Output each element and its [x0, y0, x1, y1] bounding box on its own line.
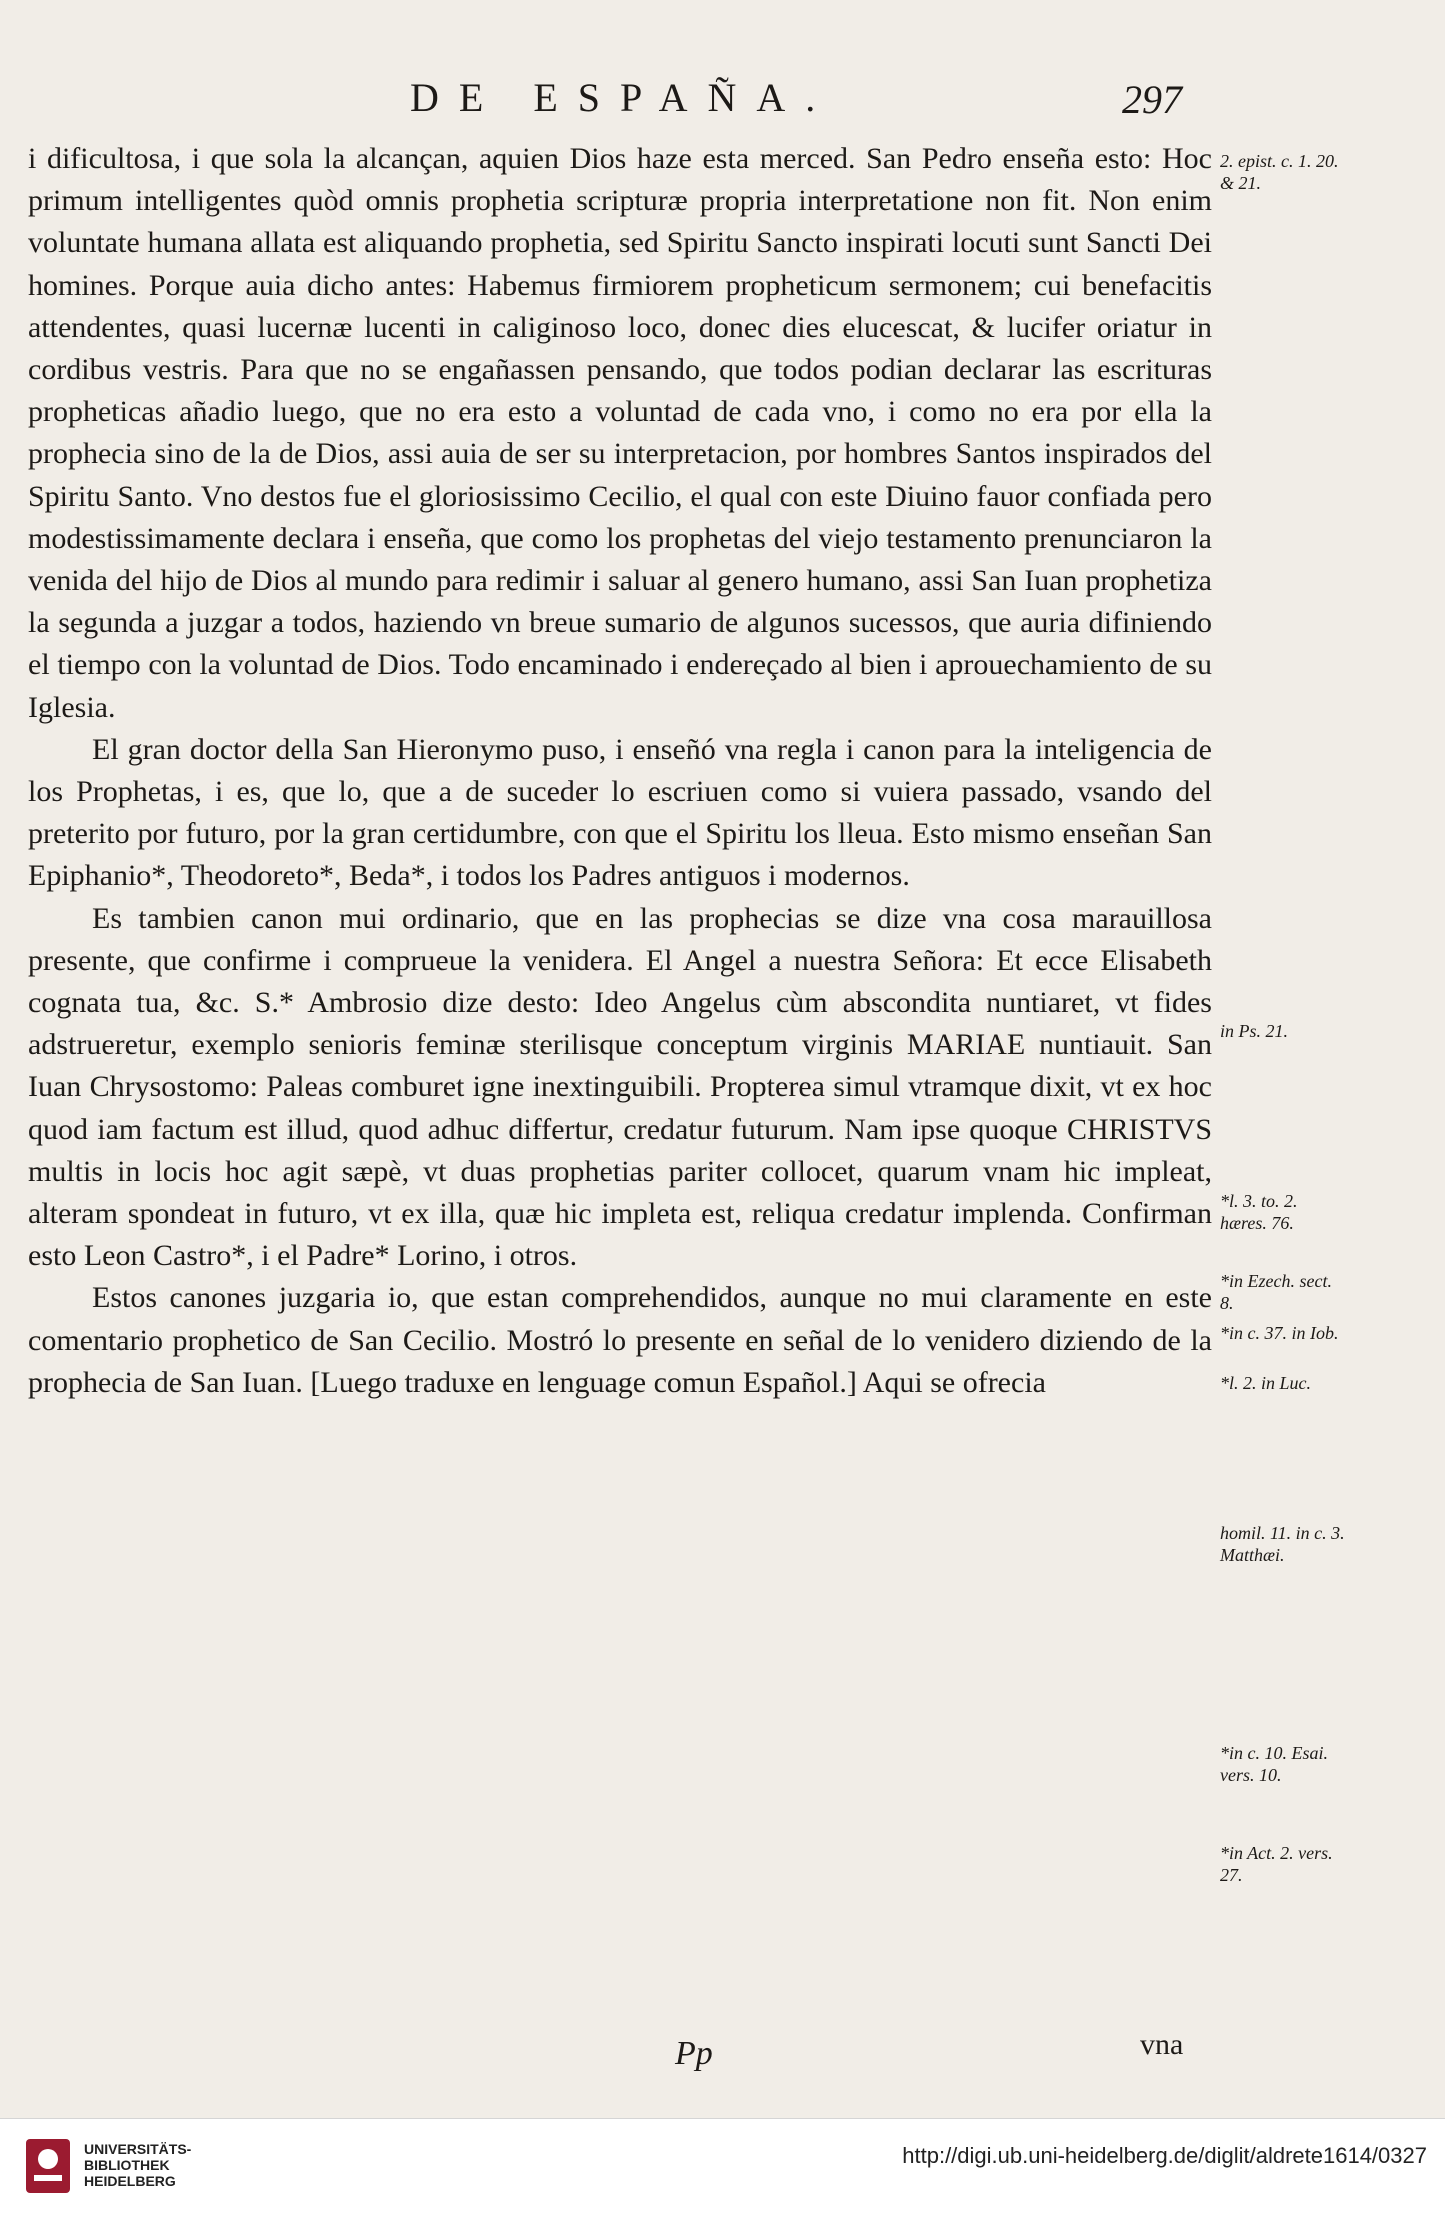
- permalink[interactable]: http://digi.ub.uni-heidelberg.de/diglit/aldrete1614/0327: [902, 2143, 1427, 2168]
- paragraph-3: Es tambien canon mui ordinario, que en las prophecias se dize vna cosa marauillosa presente, que confirme i comprueue la venidera. El Angel a nuestra Señora: Et ecce Elisabeth cognata tua, &c. S.* Ambrosio dize desto: Ideo Angelus cùm abscondita nuntiaret, vt fides adstrueretur, exemplo senioris feminæ sterilisque conceptum virginis MARIAE nuntiauit. San Iuan Chrysostomo: Paleas comburet igne inextinguibili. Propterea simul vtramque dixit, vt ex hoc quod iam factum est illud, quod adhuc differtur, credatur futurum. Nam ipse quoque CHRISTVS multis in locis hoc agit sæpè, vt duas prophetias pariter collocet, quarum vnam hic impleat, alteram spondeat in futuro, vt ex illa, quæ hic impleta est, reliqua credatur implenda. Confirman esto Leon Castro*, i el Padre* Lorino, i otros.: [28, 901, 1212, 1273]
- margin-note: *in Act. 2. vers. 27.: [1220, 1843, 1333, 1885]
- page-header: [0, 68, 1445, 128]
- paragraph-4: Estos canones juzgaria io, que estan comprehendidos, aunque no mui claramente en este comentario prophetico de San Cecilio. Mostró lo presente en señal de lo venidero diziendo de la prophecia de San Iuan. [Luego traduxe en lenguage comun Español.] Aqui se ofrecia: [28, 1281, 1212, 1399]
- library-name-line: UNIVERSITÄTS-: [84, 2141, 192, 2157]
- body-text: [28, 138, 1212, 1404]
- viewer-footer: [0, 2118, 1445, 2236]
- margin-note: homil. 11. in c. 3. Matthæi.: [1220, 1523, 1345, 1565]
- library-name-line: BIBLIOTHEK: [84, 2157, 170, 2173]
- running-title: DE ESPAÑA.: [410, 75, 836, 120]
- signature-mark: Pp: [675, 2035, 713, 2072]
- paragraph-2: El gran doctor della San Hieronymo puso, i enseñó vna regla i canon para la inteligencia de los Prophetas, i es, que lo, que a de suceder lo escriuen como si vuiera passado, vsando del preterito por futuro, por la gran certidumbre, con que el Spiritu los lleua. Esto mismo enseñan San Epiphanio*, Theodoreto*, Beda*, i todos los Padres antiguos i modernos.: [28, 732, 1212, 893]
- margin-note: *l. 2. in Luc.: [1220, 1373, 1312, 1393]
- paragraph-1: i dificultosa, i que sola la alcançan, aquien Dios haze esta merced. San Pedro enseña esto: Hoc primum intelligentes quòd omnis prophetia scripturæ propria interpretatione non fit. Non enim voluntate humana allata est aliquando prophetia, sed Spiritu Sancto inspirati locuti sunt Sancti Dei homines. Porque auia dicho antes: Habemus firmiorem propheticum sermonem; cui benefacitis attendentes, quasi lucernæ lucenti in caliginoso loco, donec dies elucescat, & lucifer oriatur in cordibus vestris. Para que no se engañassen pensando, que todos podian declarar las escrituras propheticas añadio luego, que no era esto a voluntad de cada vno, i como no era por ella la prophecia sino de la de Dios, assi auia de ser su interpretacion, por hombres Santos inspirados del Spiritu Santo. Vno destos fue el gloriosissimo Cecilio, el qual con este Diuino fauor confiada pero modestissimamente declara i enseña, que como los prophetas del viejo testamento prenunciaron la venida del hijo de Dios al mundo para redimir i saluar al genero humano, assi San Iuan prophetiza la segunda a juzgar a todos, haziendo vn breue sumario de algunos sucessos, que auria difiniendo el tiempo con la voluntad de Dios. Todo encaminado i endereçado al bien i aprouechamiento de su Iglesia.: [28, 142, 1212, 724]
- university-seal-icon: [24, 2137, 72, 2195]
- margin-note: in Ps. 21.: [1220, 1021, 1289, 1041]
- library-name-line: HEIDELBERG: [84, 2173, 176, 2189]
- margin-note: *l. 3. to. 2. hæres. 76.: [1220, 1191, 1298, 1233]
- margin-note: *in Ezech. sect. 8.: [1220, 1271, 1332, 1313]
- margin-note: *in c. 10. Esai. vers. 10.: [1220, 1743, 1328, 1785]
- margin-note: 2. epist. c. 1. 20. & 21.: [1220, 151, 1339, 193]
- library-name: [84, 2141, 191, 2189]
- catchword: vna: [1140, 2028, 1184, 2061]
- margin-note: *in c. 37. in Iob.: [1220, 1323, 1339, 1343]
- page-number: 297: [1122, 77, 1182, 122]
